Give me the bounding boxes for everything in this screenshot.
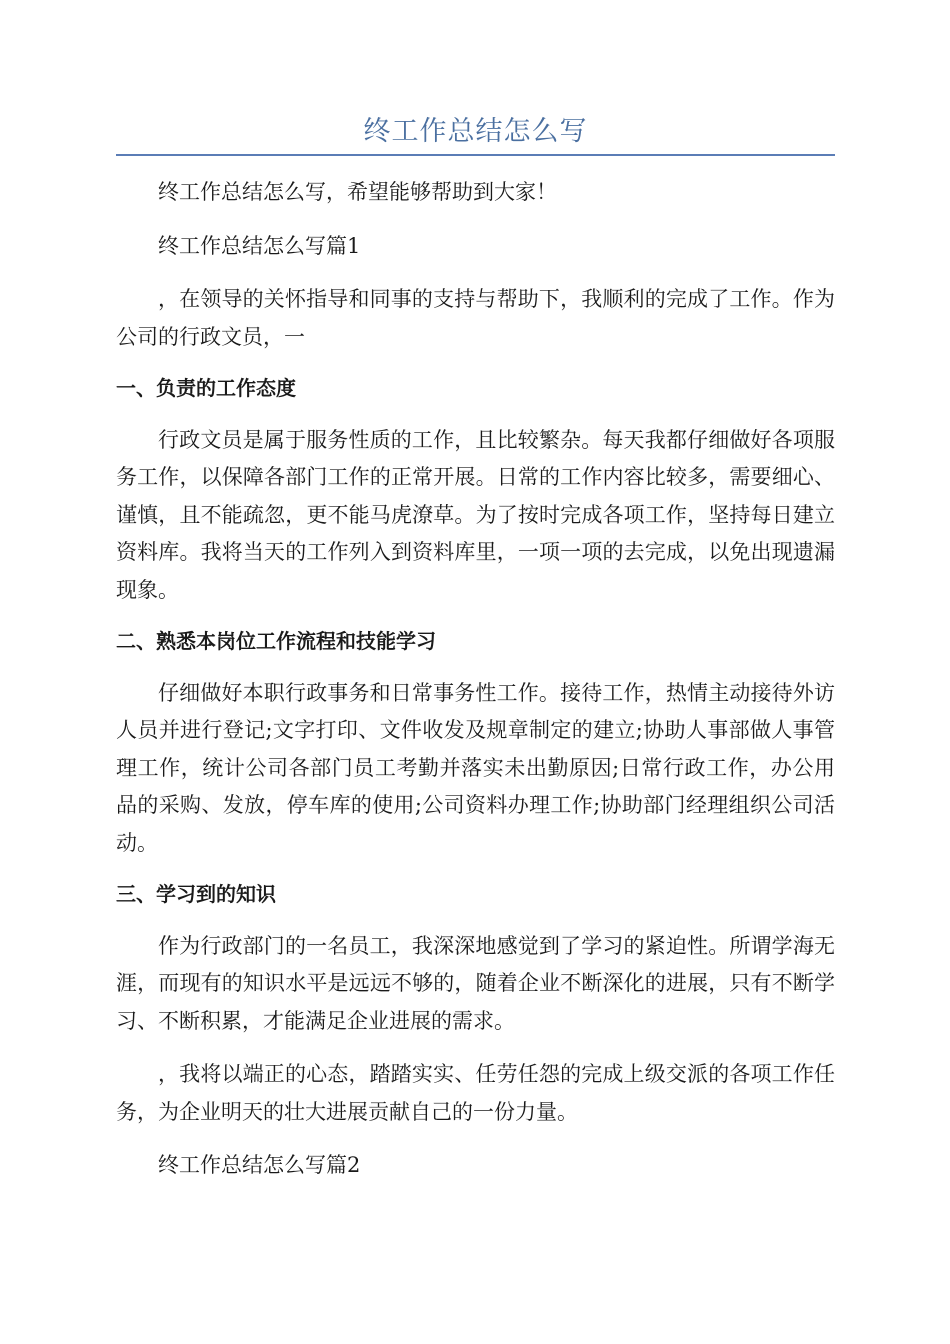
title-underline (116, 154, 835, 156)
closing-paragraph: ，我将以端正的心态，踏踏实实、任劳任怨的完成上级交派的各项工作任务，为企业明天的壮大进展贡献自己的一份力量。 (116, 1062, 835, 1124)
section2-body: 仔细做好本职行政事务和日常事务性工作。接待工作，热情主动接待外访人员并进行登记;文字打印、文件收发及规章制定的建立;协助人事部做人事管理工作，统计公司各部门员工考勤并落实未出勤原因;日常行政工作，办公用品的采购、发放，停车库的使用;公司资料办理工作;协助部门经理组织公司活动。 (116, 680, 835, 855)
document-title: 终工作总结怎么写 (363, 116, 588, 147)
section1-body: 行政文员是属于服务性质的工作，且比较繁杂。每天我都仔细做好各项服务工作，以保障各部门工作的正常开展。日常的工作内容比较多，需要细心、谨慎，且不能疏忽，更不能马虎潦草。为了按时完成各项工作，坚持每日建立资料库。我将当天的工作列入到资料库里，一项一项的去完成，以免出现遗漏现象。 (116, 427, 835, 602)
opening-paragraph: ，在领导的关怀指导和同事的支持与帮助下，我顺利的完成了工作。作为公司的行政文员，一 (116, 287, 835, 349)
section2-heading: 二、熟悉本岗位工作流程和技能学习 (116, 629, 436, 653)
section1-heading: 一、负责的工作态度 (116, 376, 296, 400)
document-page (116, 110, 835, 1185)
section3-body: 作为行政部门的一名员工，我深深地感觉到了学习的紧迫性。所谓学海无涯，而现有的知识水平是远远不够的，随着企业不断深化的进展，只有不断学习、不断积累，才能满足企业进展的需求。 (116, 933, 835, 1033)
section3-heading: 三、学习到的知识 (116, 882, 276, 906)
part1-title: 终工作总结怎么写篇1 (158, 233, 361, 258)
part2-title: 终工作总结怎么写篇2 (158, 1153, 361, 1177)
intro-paragraph: 终工作总结怎么写，希望能够帮助到大家！ (158, 180, 557, 204)
